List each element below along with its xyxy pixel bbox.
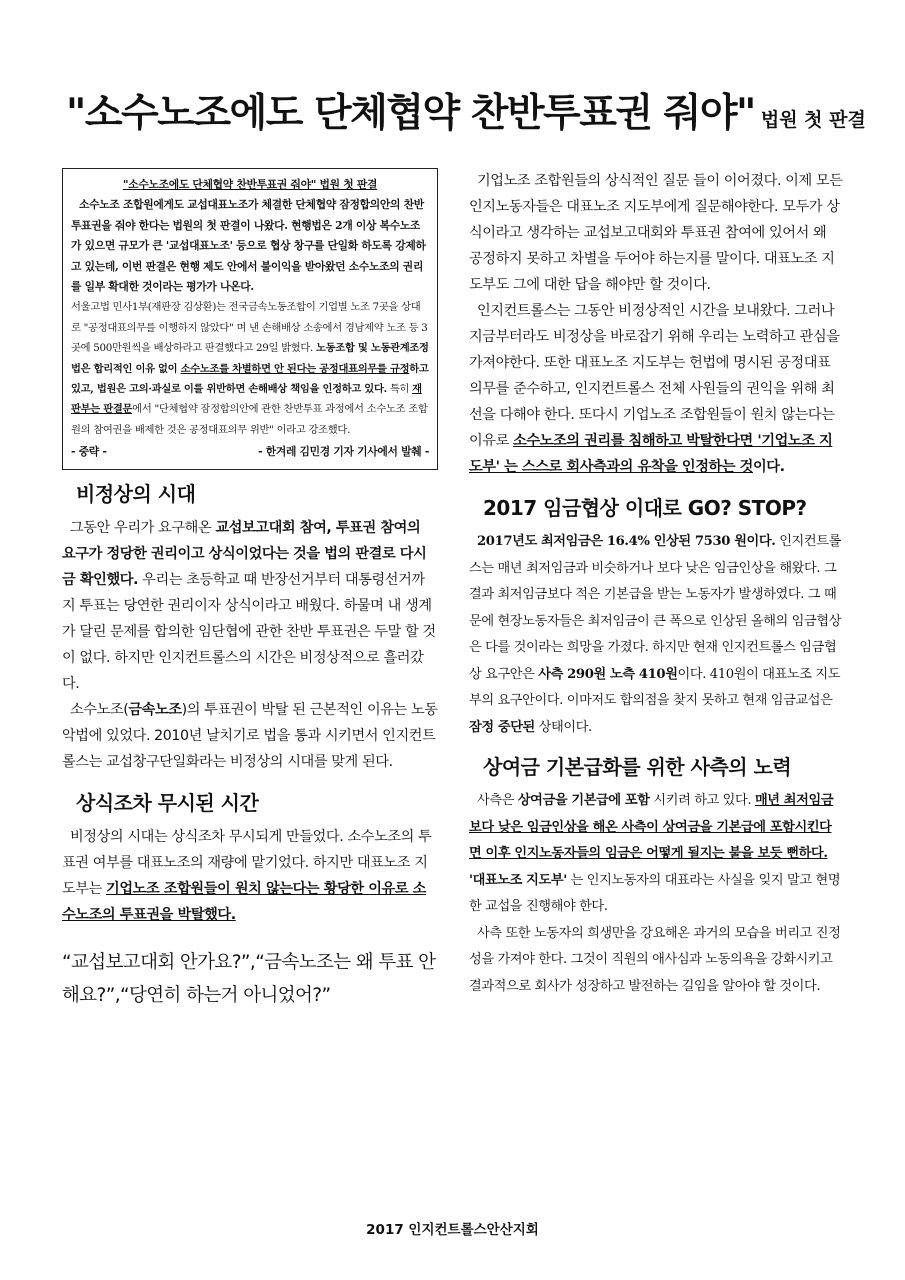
headline-main: "소수노조에도 단체협약 찬반투표권 줘야"	[66, 91, 755, 136]
right-top-p1: 기업노조 조합원들의 상식적인 질문 들이 이어졌다. 이제 모든 인지노동자들은 대표노조 지도부에게 질문해야한다. 모두가 상식이라고 생각하는 교섭보고대회와 투표권 참여에 있어서 왜 공정하지 못하고 차별을 두어야 하는지를 말이다. 대표노조 지도부도 그에 대한 답을 해야만 할 것이다.	[469, 173, 843, 293]
section-abnormal-p2: 소수노조(금속노조)의 투표권이 박탈 된 근본적인 이유는 노동악법에 있었다. 2010년 날치기로 법을 통과 시키면서 인지컨트롤스는 교섭창구단일화라는 비정상의 시대를 맞게 된다.	[62, 701, 438, 770]
section-heading-wage: 2017 임금협상 이대로 GO? STOP?	[483, 496, 807, 520]
news-box-source: - 한겨레 김민경 기자 기사에서 발췌 -	[258, 445, 429, 459]
news-excerpt-box	[62, 168, 438, 470]
headline	[66, 82, 866, 138]
quote-questions: “교섭보고대회 안가요?”,“금속노조는 왜 투표 안해요?”,“당연히 하는거 아니었어?”	[62, 951, 436, 1006]
section-bonus-p1: 사측은 상여금을 기본급에 포함 시키려 하고 있다. 매년 최저임금보다 낮은 임금인상을 해온 사측이 상여금을 기본급에 포함시킨다면 이후 인지노동자들의 임금은 어떻게 될지는 불을 보듯 뻔하다. '대표노조 지도부' 는 인지노동자의 대표라는 사실을 잊지 말고 현명한 교섭을 진행해야 한다.	[469, 793, 841, 914]
section-ignored-p1: 비정상의 시대는 상식조차 무시되게 만들었다. 소수노조의 투표권 여부를 대표노조의 재량에 맡기었다. 하지만 대표노조 지도부는 기업노조 조합원들이 원치 않는다는 황당한 이유로 소수노조의 투표권을 박탈했다.	[62, 828, 432, 923]
section-bonus-p2: 사측 또한 노동자의 희생만을 강요해온 과거의 모습을 버리고 진정성을 가져야 한다. 그것이 직원의 애사심과 노동의욕을 강화시키고 결과적으로 회사가 성장하고 발전하는 길임을 알아야 할 것이다.	[469, 925, 841, 994]
right-column	[469, 168, 843, 1000]
news-box-body: 서울고법 민사1부(재판장 김상환)는 전국금속노동조합이 기업별 노조 7곳을 상대로 "공정대표의무를 이행하지 않았다" 며 낸 손해배상 소송에서 경남제약 노조 등 3곳에 500만원씩을 배상하라고 판결했다고 29일 밝혔다. 노동조합 및 노동관계조정법은 합리적인 이유 없이 소수노조를 차별하면 안 된다는 공정대표의무를 규정하고 있고, 법원은 고의·과실로 이를 위반하면 손해배상 책임을 인정하고 있다. 특히 재판부는 판결문에서 "단체협약 잠정합의안에 관한 찬반투표 과정에서 소수노조 조합원의 참여권을 배제한 것은 공정대표의무 위반" 이라고 강조했다.	[71, 301, 429, 436]
news-box-lead: 소수노조 조합원에게도 교섭대표노조가 체결한 단체협약 잠정합의안의 찬반투표권을 줘야 한다는 법원의 첫 판결이 나왔다. 현행법은 2개 이상 복수노조가 있으면 규모가 큰 '교섭대표노조' 등으로 협상 창구를 단일화 하도록 강제하고 있는데, 이번 판결은 현행 제도 안에서 불이익을 받아왔던 소수노조의 권리를 일부 확대한 것이라는 평가가 나온다.	[71, 198, 426, 294]
section-abnormal-p1: 그동안 우리가 요구해온 교섭보고대회 참여, 투표권 참여의 요구가 정당한 권리이고 상식이었다는 것을 법의 판결로 다시금 확인했다. 우리는 초등학교 때 반장선거부터 대통령선거까지 투표는 당연한 권리이자 상식이라고 배웠다. 하물며 내 생계가 달린 문제를 합의한 임단협에 관한 찬반 투표권은 두말 할 것이 없다. 하지만 인지컨트롤스의 시간은 비정상적으로 흘러갔다.	[62, 519, 436, 692]
headline-sub: 법원 첫 판결	[760, 109, 866, 131]
section-heading-abnormal: 비정상의 시대	[76, 481, 196, 506]
news-box-title: "소수노조에도 단체협약 찬반투표권 줘야" 법원 첫 판결	[122, 178, 378, 191]
news-box-footer-left: - 중략 -	[71, 445, 107, 459]
section-heading-ignored: 상식조차 무시된 시간	[76, 790, 259, 815]
left-column	[62, 168, 438, 1012]
section-wage-p1: 2017년도 최저임금은 16.4% 인상된 7530 원이다. 인지컨트롤스는 매년 최저임금과 비슷하거나 보다 낮은 임금인상을 해왔다. 그 결과 최저임금보다 적은 기본급을 받는 노동자가 발생하였다. 그 때문에 현장노동자들은 최저임금이 큰 폭으로 인상된 올해의 임금협상은 다를 것이라는 희망을 가졌다. 하지만 현재 인지컨트롤스 임금협상 요구안은 사측 290원 노측 410원이다. 410원이 대표노조 지도부의 요구안이다. 이마저도 합의점을 찾지 못하고 현재 임금교섭은 잠정 중단된 상태이다.	[469, 534, 842, 735]
right-top-p2: 인지컨트롤스는 그동안 비정상적인 시간을 보내왔다. 그러나 지금부터라도 비정상을 바로잡기 위해 우리는 노력하고 관심을 가져야한다. 또한 대표노조 지도부는 헌법에 명시된 공정대표의무를 준수하고, 인지컨트롤스 전체 사원들의 권익을 위해 최선을 다해야 한다. 또다시 기업노조 조합원들이 원치 않는다는 이유로 소수노조의 권리를 침해하고 박탈한다면 '기업노조 지도부' 는 스스로 회사측과의 유착을 인정하는 것이다.	[469, 303, 840, 475]
section-heading-bonus: 상여금 기본급화를 위한 사측의 노력	[483, 755, 792, 779]
footer-org: 2017 인지컨트롤스안산지회	[366, 1222, 539, 1238]
news-box-footer	[71, 442, 429, 462]
